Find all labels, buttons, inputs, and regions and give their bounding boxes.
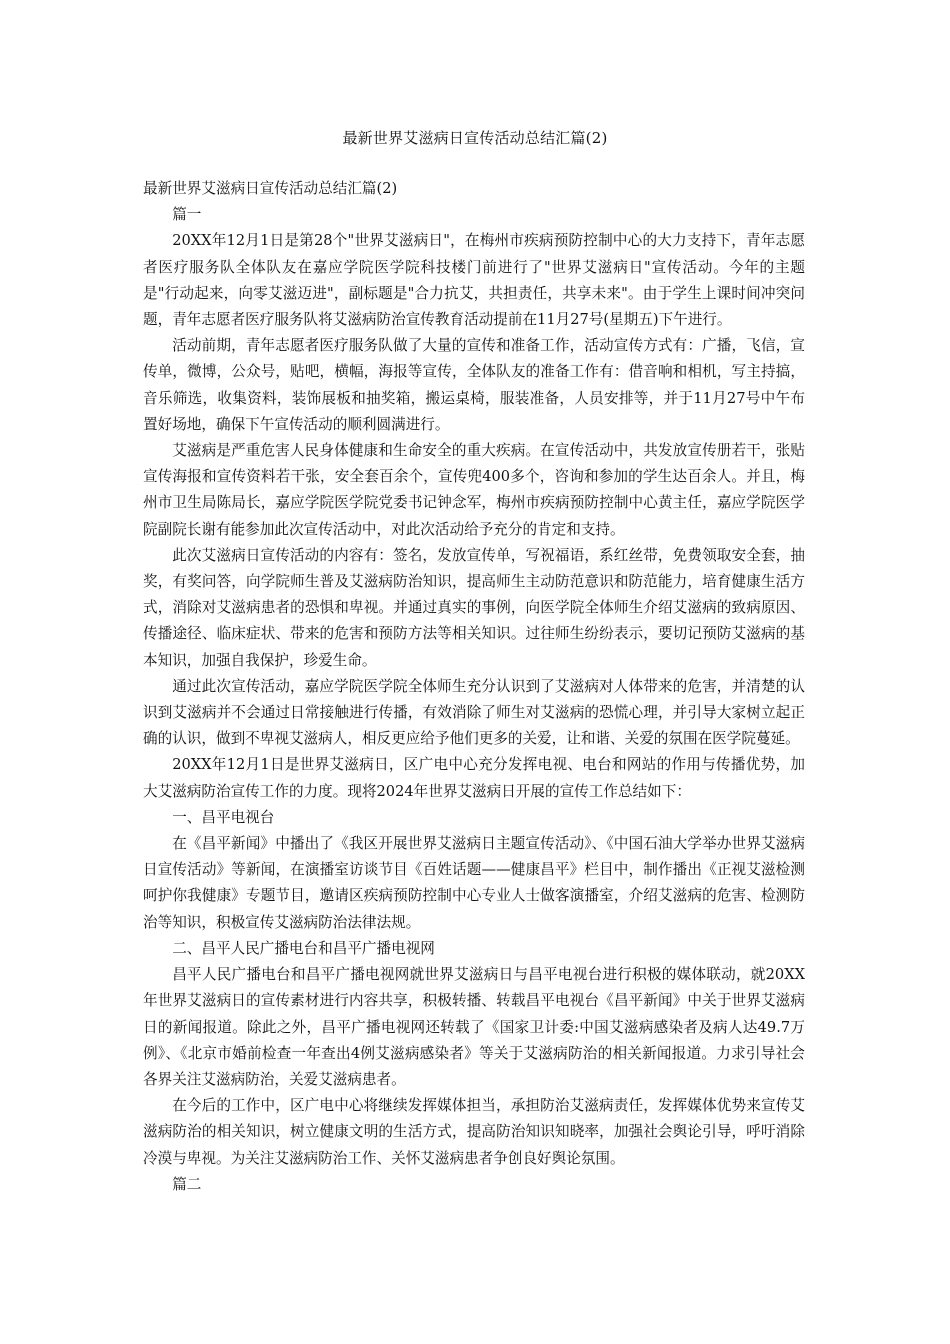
paragraph: 昌平人民广播电台和昌平广播电视网就世界艾滋病日与昌平电视台进行积极的媒体联动，就20XX年世界艾滋病日的宣传素材进行内容共享，积极转播、转载昌平电视台《昌平新闻》中关于世界艾滋病日的新闻报道。除此之外，昌平广播电视网还转载了《国家卫计委:中国艾滋病感染者及病人达49.7万例》、《北京市婚前检查一年查出4例艾滋病感染者》等关于艾滋病防治的相关新闻报道。力求引导社会各界关注艾滋病防治，关爱艾滋病患者。 (143, 966, 805, 1088)
section-label-1: 篇一 (172, 206, 202, 224)
paragraph: 20XX年12月1日是第28个"世界艾滋病日"，在梅州市疾病预防控制中心的大力支持下，青年志愿者医疗服务队全体队友在嘉应学院医学院科技楼门前进行了"世界艾滋病日"宣传活动。今年的主题是"行动起来，向零艾滋迈进"，副标题是"合力抗艾，共担责任，共享未来"。由于学生上课时间冲突问题，青年志愿者医疗服务队将艾滋病防治宣传教育活动提前在11月27号(星期五)下午进行。 (143, 232, 805, 329)
paragraph: 艾滋病是严重危害人民身体健康和生命安全的重大疾病。在宣传活动中，共发放宣传册若干，张贴宣传海报和宣传资料若干张，安全套百余个，宣传兜400多个，咨询和参加的学生达百余人。并且，梅州市卫生局陈局长，嘉应学院医学院党委书记钟念军，梅州市疾病预防控制中心黄主任，嘉应学院医学院副院长谢有能参加此次宣传活动中，对此次活动给予充分的肯定和支持。 (143, 442, 805, 538)
paragraph: 在今后的工作中，区广电中心将继续发挥媒体担当，承担防治艾滋病责任，发挥媒体优势来宣传艾滋病防治的相关知识，树立健康文明的生活方式，提高防治知识知晓率，加强社会舆论引导，呼吁消除冷漠与卑视。为关注艾滋病防治工作、关怀艾滋病患者争创良好舆论氛围。 (143, 1097, 805, 1167)
paragraph: 通过此次宣传活动，嘉应学院医学院全体师生充分认识到了艾滋病对人体带来的危害，并清楚的认识到艾滋病并不会通过日常接触进行传播，有效消除了师生对艾滋病的恐慌心理，并引导大家树立起正确的认识，做到不卑视艾滋病人，相反更应给予他们更多的关爱，让和谐、关爱的氛围在医学院蔓延。 (143, 677, 805, 748)
paragraph: 20XX年12月1日是世界艾滋病日，区广电中心充分发挥电视、电台和网站的作用与传播优势，加大艾滋病防治宣传工作的力度。现将2024年世界艾滋病日开展的宣传工作总结如下： (143, 756, 805, 800)
paragraph: 活动前期，青年志愿者医疗服务队做了大量的宣传和准备工作，活动宣传方式有：广播，飞信，宣传单，微博，公众号，贴吧，横幅，海报等宣传，全体队友的准备工作有：借音响和相机，写主持搞，音乐筛选，收集资料，装饰展板和抽奖箱，搬运桌椅，服装准备，人员安排等，并于11月27号中午布置好场地，确保下午宣传活动的顺利圆满进行。 (143, 337, 805, 433)
section-heading-radio: 二、昌平人民广播电台和昌平广播电视网 (172, 939, 435, 957)
document-subtitle: 最新世界艾滋病日宣传活动总结汇篇(2) (143, 180, 398, 197)
document-body (143, 176, 805, 1198)
page-title: 最新世界艾滋病日宣传活动总结汇篇(2) (342, 129, 608, 147)
section-label-2: 篇二 (172, 1175, 202, 1193)
paragraph: 此次艾滋病日宣传活动的内容有：签名，发放宣传单，写祝福语，系红丝带，免费领取安全套，抽奖，有奖问答，向学院师生普及艾滋病防治知识，提高师生主动防范意识和防范能力，培育健康生活方式，消除对艾滋病患者的恐惧和卑视。并通过真实的事例，向医学院全体师生介绍艾滋病的致病原因、传播途径、临床症状、带来的危害和预防方法等相关知识。过往师生纷纷表示，要切记预防艾滋病的基本知识，加强自我保护，珍爱生命。 (143, 546, 805, 669)
section-heading-tv: 一、昌平电视台 (172, 808, 275, 826)
paragraph: 在《昌平新闻》中播出了《我区开展世界艾滋病日主题宣传活动》、《中国石油大学举办世界艾滋病日宣传活动》等新闻，在演播室访谈节目《百姓话题——健康昌平》栏目中，制作播出《正视艾滋检测呵护你我健康》专题节目，邀请区疾病预防控制中心专业人士做客演播室，介绍艾滋病的危害、检测防治等知识，积极宣传艾滋病防治法律法规。 (143, 835, 805, 931)
